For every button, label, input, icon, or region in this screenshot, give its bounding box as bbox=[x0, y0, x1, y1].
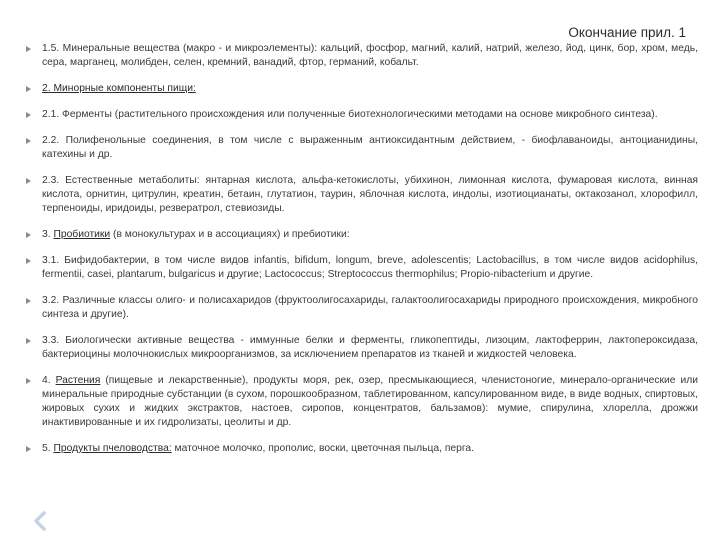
chevron-left-icon bbox=[32, 510, 48, 532]
bullet-arrow-icon bbox=[26, 112, 31, 118]
list-item bbox=[26, 82, 698, 96]
list-item-text bbox=[42, 83, 196, 94]
list-item bbox=[26, 228, 698, 242]
list-item-text bbox=[42, 109, 658, 120]
list-item-text bbox=[42, 443, 474, 454]
list-item-text bbox=[42, 295, 698, 320]
list-item bbox=[26, 442, 698, 456]
text-segment: 3. bbox=[42, 229, 54, 240]
list-item bbox=[26, 42, 698, 70]
bullet-arrow-icon bbox=[26, 232, 31, 238]
text-segment: 3.1. Бифидобактерии, в том числе видов infantis, bifidum, longum, breve, adolescentis; Lactobacillus, в том числе видов acidophilus, fermentii, casei, plantarum, bulgaricus и другие; Lactococcus; Streptococcus thermophilus; Propio-nibacterium и другие. bbox=[42, 255, 698, 280]
bullet-arrow-icon bbox=[26, 258, 31, 264]
bullet-arrow-icon bbox=[26, 86, 31, 92]
list-item-text bbox=[42, 375, 698, 428]
list-item bbox=[26, 134, 698, 162]
text-segment: 2.3. Естественные метаболиты: янтарная кислота, альфа-кетокислоты, убихинон, лимонная кислота, фумаровая кислота, винная кислота, орнитин, цитрулин, креатин, бетаин, глутатион, таурин, яблочная кислота, индолы, изотиоцианаты, октакозанол, хлорофилл, терпеноиды, иридоиды, резвератрол, стевиозиды. bbox=[42, 175, 698, 214]
text-segment: (в монокультурах и в ассоциациях) и пребиотики: bbox=[110, 229, 350, 240]
list-item-text bbox=[42, 229, 350, 240]
heading-underlined: Растения bbox=[55, 375, 101, 386]
text-segment: 2.2. Полифенольные соединения, в том числе с выраженным антиоксидантным действием, - биофлаваноиды, антоцианидины, катехины и др. bbox=[42, 135, 698, 160]
list-item bbox=[26, 254, 698, 282]
list-item-text bbox=[42, 255, 698, 280]
text-segment: 3.2. Различные классы олиго- и полисахаридов (фруктоолигосахариды, галактоолигосахариды природного происхождения, микробного синтеза и другие). bbox=[42, 295, 698, 320]
text-segment: 5. bbox=[42, 443, 54, 454]
list-item-text bbox=[42, 135, 698, 160]
list-item bbox=[26, 294, 698, 322]
text-segment: 4. bbox=[42, 375, 56, 386]
heading-underlined: Продукты пчеловодства: bbox=[53, 443, 172, 454]
bullet-arrow-icon bbox=[26, 378, 31, 384]
list-item bbox=[26, 374, 698, 430]
bullet-arrow-icon bbox=[26, 338, 31, 344]
heading-underlined: Пробиотики bbox=[53, 229, 111, 240]
bullet-arrow-icon bbox=[26, 46, 31, 52]
content-list bbox=[26, 42, 698, 468]
list-item-text bbox=[42, 175, 698, 214]
bullet-arrow-icon bbox=[26, 178, 31, 184]
text-segment: маточное молочко, прополис, воски, цветочная пыльца, перга. bbox=[171, 443, 474, 454]
text-segment: 2.1. Ферменты (растительного происхождения или полученные биотехнологическими методами на основе микробного синтеза). bbox=[42, 109, 658, 120]
list-item bbox=[26, 108, 698, 122]
page-title: Окончание прил. 1 bbox=[568, 25, 686, 40]
list-item bbox=[26, 334, 698, 362]
bullet-arrow-icon bbox=[26, 138, 31, 144]
text-segment: 1.5. Минеральные вещества (макро - и микроэлементы): кальций, фосфор, магний, калий, натрий, железо, йод, цинк, бор, хром, медь, сера, марганец, молибден, селен, кремний, ванадий, фтор, германий, кобальт. bbox=[42, 43, 698, 68]
list-item-text bbox=[42, 43, 698, 68]
bullet-arrow-icon bbox=[26, 446, 31, 452]
heading-underlined: 2. Минорные компоненты пищи: bbox=[42, 83, 196, 94]
text-segment: 3.3. Биологически активные вещества - иммунные белки и ферменты, гликопептиды, лизоцим, лактоферрин, лактопероксидаза, бактериоцины молочнокислых микроорганизмов, за исключением препаратов из тканей и жидкостей человека. bbox=[42, 335, 698, 360]
bullet-arrow-icon bbox=[26, 298, 31, 304]
list-item-text bbox=[42, 335, 698, 360]
list-item bbox=[26, 174, 698, 216]
previous-slide-button[interactable] bbox=[32, 510, 48, 537]
text-segment: (пищевые и лекарственные), продукты моря, рек, озер, пресмыкающиеся, членистоногие, минерало-органические или минеральные природные субстанции (в сухом, порошкообразном, таблетированном, капсулированном виде, в виде водных, спиртовых, жировых сухих и жидких экстрактов, настоев, сиропов, концентратов, бальзамов): мумие, спирулина, хлорелла, дрожжи инактивированные и их гидролизаты, цеолиты и др. bbox=[42, 375, 699, 428]
